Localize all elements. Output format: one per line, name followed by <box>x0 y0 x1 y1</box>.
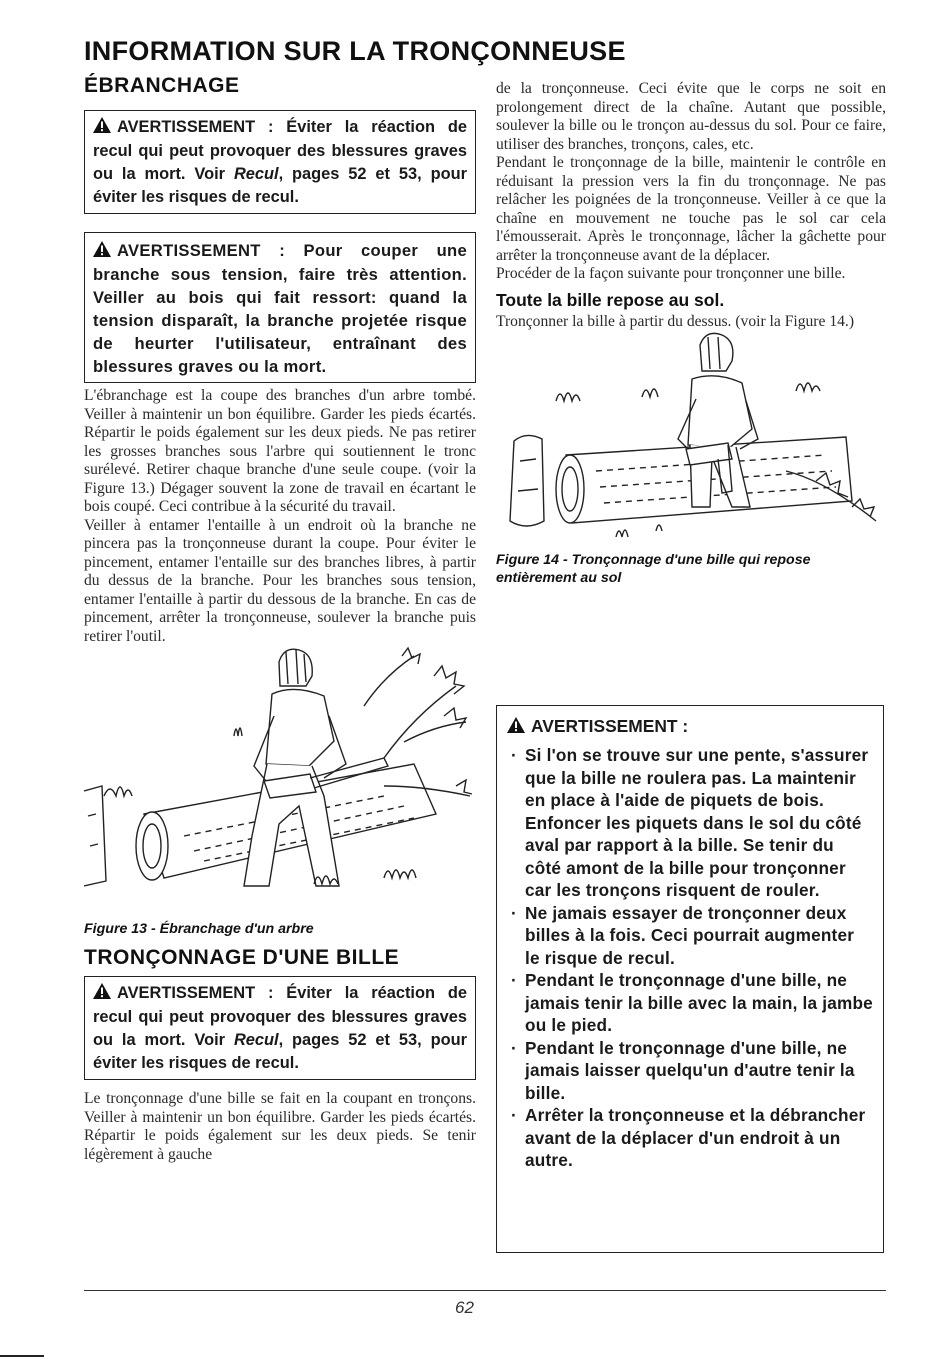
left-column <box>84 74 476 1164</box>
figure-14-caption: Figure 14 - Tronçonnage d'une bille qui repose entièrement au sol <box>496 552 811 586</box>
footer-rule <box>84 1290 886 1291</box>
paragraph-tronconnage-1: Le tronçonnage d'une bille se fait en la coupant en tronçons. Veiller à maintenir un bon équilibre. Garder les pieds écartés. Répartir le poids également sur les deux pieds. Se tenir légèrement à gauche <box>84 1090 476 1163</box>
figure-13-caption: Figure 13 - Ébranchage d'un arbre <box>84 921 314 937</box>
right-column <box>496 80 886 595</box>
corner-mark <box>0 1355 44 1357</box>
paragraph-right-3: Procéder de la façon suivante pour tronçonner une bille. <box>496 265 846 282</box>
warning-item: · Pendant le tronçonnage d'une bille, ne jamais tenir la bille avec la main, la jambe ou le pied. <box>507 969 873 1037</box>
warning-box-recul-2 <box>84 976 476 1080</box>
figure-13-illustration <box>84 646 476 918</box>
warning-text-tail: , pages 52 et 53, pour éviter les risques de recul. <box>93 1031 468 1072</box>
warning-text-tail: , pages 52 et 53, pour éviter les risques de recul. <box>93 165 468 206</box>
warning-title-row <box>507 716 873 738</box>
warning-item: · Si l'on se trouve sur une pente, s'assurer que la bille ne roulera pas. La maintenir en place à l'aide de piquets de bois. Enfoncer les piquets dans le sol du côté aval par rapport à la bille. Se tenir du côté amont de la bille pour tronçonner car les tronçons risquent de rouler. <box>507 744 873 902</box>
page-title: INFORMATION SUR LA TRONÇONNEUSE <box>84 36 626 66</box>
section-heading-tronconnage: TRONÇONNAGE D'UNE BILLE <box>84 946 400 969</box>
paragraph-right-1: de la tronçonneuse. Ceci évite que le corps ne soit en prolongement direct de la chaîne. Autant que possible, soulever la bille ou le tronçon au-dessus du sol. Pour ce faire, utiliser des branches, tronçons, cales, etc. <box>496 80 886 153</box>
warning-text: AVERTISSEMENT : Éviter la réaction de recul qui peut provoquer des blessures graves ou la mort. Voir <box>93 118 467 183</box>
subheading-bille-au-sol: Toute la bille repose au sol. <box>496 289 725 310</box>
warning-triangle-icon <box>507 717 525 738</box>
warning-text: AVERTISSEMENT : Pour couper une branche sous tension, faire très attention. Veiller au bois qui fait ressort: quand la tension disparaît, la branche projetée risque de heurter l'utilisateur, entraînant des blessures graves ou la mort. <box>93 241 467 376</box>
warning-box-tension <box>84 232 476 383</box>
warning-list <box>507 744 873 1172</box>
section-heading-ebranchage: ÉBRANCHAGE <box>84 74 240 97</box>
warning-title: AVERTISSEMENT : <box>531 716 689 736</box>
warning-box-right <box>496 705 884 1253</box>
warning-ref: Recul <box>233 1031 279 1049</box>
warning-triangle-icon <box>93 240 111 263</box>
paragraph-ebranchage-2: Veiller à entamer l'entaille à un endroit où la branche ne pincera pas la tronçonneuse durant la coupe. Pour éviter le pincement, entamer l'entaille sur des branches libres, à partir du dessus de la branche. Pour les branches sous tension, entamer l'entaille à partir du dessous de la branche. En cas de pincement, arrêter la tronçonneuse, soulever la branche puis retirer l'outil. <box>84 516 476 645</box>
warning-ref: Recul <box>233 165 279 183</box>
warning-box-recul <box>84 110 476 214</box>
warning-text: AVERTISSEMENT : Éviter la réaction de recul qui peut provoquer des blessures graves ou la mort. Voir <box>93 984 467 1049</box>
warning-triangle-icon <box>93 983 111 1006</box>
page-number: 62 <box>455 1298 474 1317</box>
warning-triangle-icon <box>93 117 111 140</box>
paragraph-right-2: Pendant le tronçonnage de la bille, maintenir le contrôle en réduisant la pression vers la fin du tronçonnage. Ne pas relâcher les poignées de la tronçonneuse. Veiller à ce que la chaîne en mouvement ne touche pas le sol car cela l'émousserait. Après le tronçonnage, lâcher la gâchette pour arrêter la tronçonneuse avant de la déplacer. <box>496 154 886 264</box>
figure-14-illustration <box>496 331 886 549</box>
warning-item: · Arrêter la tronçonneuse et la débrancher avant de la déplacer d'un endroit à un autre. <box>507 1104 873 1172</box>
warning-item: · Ne jamais essayer de tronçonner deux billes à la fois. Ceci pourrait augmenter le risque de recul. <box>507 902 873 970</box>
paragraph-ebranchage-1: L'ébranchage est la coupe des branches d'un arbre tombé. Veiller à maintenir un bon équilibre. Garder les pieds écartés. Répartir le poids également sur les deux pieds. Ne pas retirer les grosses branches sous l'arbre qui soutiennent le tronc surélevé. Retirer chaque branche d'une seule coupe. (voir la Figure 13.) Dégager souvent la zone de travail en écartant le bois coupé. Ceci contribue à la sécurité du travail. <box>84 387 476 515</box>
warning-item: · Pendant le tronçonnage d'une bille, ne jamais laisser quelqu'un d'autre tenir la bille. <box>507 1037 873 1105</box>
paragraph-right-4: Tronçonner la bille à partir du dessus. (voir la Figure 14.) <box>496 312 855 330</box>
